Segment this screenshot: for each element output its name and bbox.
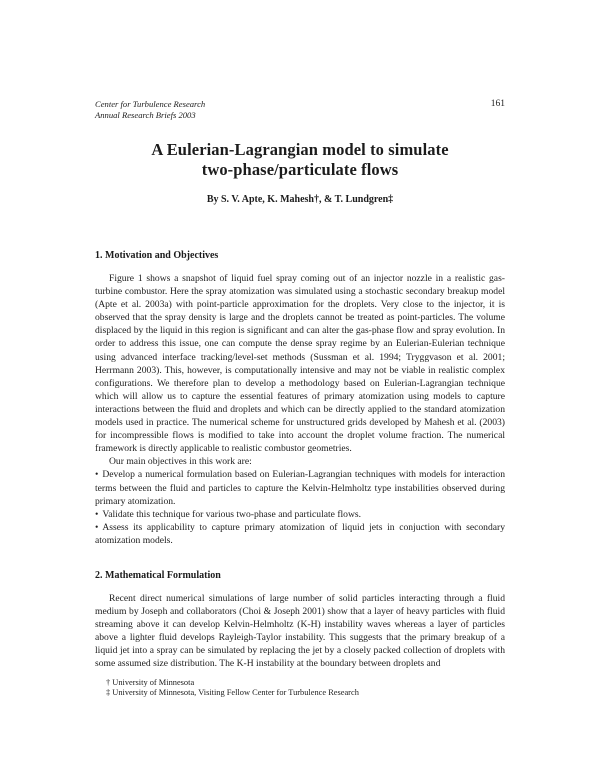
bullet-icon: • <box>95 469 99 481</box>
section-mathematical-formulation <box>95 570 505 671</box>
list-item-text: Develop a numerical formulation based on Eulerian-Lagrangian techniques with models for interaction terms between the fluid and particles to capture the Kelvin-Helmholtz type instabilities observed during primary atomization. <box>95 469 505 507</box>
paragraph: Our main objectives in this work are: <box>109 456 252 468</box>
list-item <box>95 508 505 521</box>
running-head <box>95 99 205 120</box>
title-line2: two-phase/particulate flows <box>201 160 399 179</box>
paragraph: Figure 1 shows a snapshot of liquid fuel spray coming out of an injector nozzle in a realistic gas-turbine combustor. Here the spray atomization was simulated using a stochastic secondary breakup model (Apte et al. 2003a) with point-particle approximation for the droplets. Very close to the injector, it is observed that the spray density is large and the droplets cannot be treated as point-particles. The volume displaced by the liquid in this region is significant and can alter the gas-phase flow and spray evolution. In order to address this issue, one can compute the dense spray regime by an Eulerian-Eulerian technique using advanced interface tracking/level-set methods (Sussman et al. 1994; Tryggvason et al. 2001; Herrmann 2003). This, however, is computationally intensive and may not be viable in realistic complex configurations. We therefore plan to develop a methodology based on Eulerian-Lagrangian technique which will allow us to capture the essential features of primary atomization using models to capture interactions between the fluid and droplets and which can be directly applied to the standard atomization models used in practice. The numerical scheme for unstructured grids developed by Mahesh et al. (2003) for incompressible flows is modified to take into account the droplet volume fraction. The numerical framework is directly applicable to realistic combustor geometries. <box>95 273 505 455</box>
running-head-line2: Annual Research Briefs 2003 <box>95 109 196 120</box>
section-motivation <box>95 250 505 547</box>
list-item-text: Assess its applicability to capture primary atomization of liquid jets in conjuction with secondary atomization models. <box>95 521 505 546</box>
page-number: 161 <box>490 99 505 109</box>
list-item-text: Validate this technique for various two-phase and particulate flows. <box>102 508 362 520</box>
footnotes <box>95 678 505 700</box>
page-header <box>95 99 505 120</box>
section-heading-motivation: 1. Motivation and Objectives <box>95 250 219 261</box>
paragraph: Recent direct numerical simulations of large number of solid particles interacting through a fluid medium by Joseph and collaborators (Choi & Joseph 2001) show that a layer of heavy particles with fluid streaming above it can develop Kelvin-Helmholtz (K-H) instability waves whereas a layer of particles above a lighter fluid develops Rayleigh-Taylor instability. This suggests that the primary breakup of a liquid jet into a spray can be simulated by replacing the jet by a closely packed collection of droplets with some assumed size distribution. The K-H instability at the boundary between droplets and <box>95 592 505 670</box>
list-item <box>95 521 505 547</box>
footnote: † University of Minnesota <box>106 677 195 687</box>
bullet-icon: • <box>95 521 99 533</box>
list-item <box>95 468 505 507</box>
byline: By S. V. Apte, K. Mahesh†, & T. Lundgren‡ <box>206 194 394 205</box>
section-heading-formulation: 2. Mathematical Formulation <box>95 569 221 581</box>
running-head-line1: Center for Turbulence Research <box>95 99 206 109</box>
title-line1: A Eulerian-Lagrangian model to simulate <box>151 140 449 159</box>
footnote: ‡ University of Minnesota, Visiting Fellow Center for Turbulence Research <box>106 688 359 698</box>
bullet-icon: • <box>95 508 99 520</box>
paper-title <box>95 140 505 180</box>
objectives-list <box>95 468 505 547</box>
